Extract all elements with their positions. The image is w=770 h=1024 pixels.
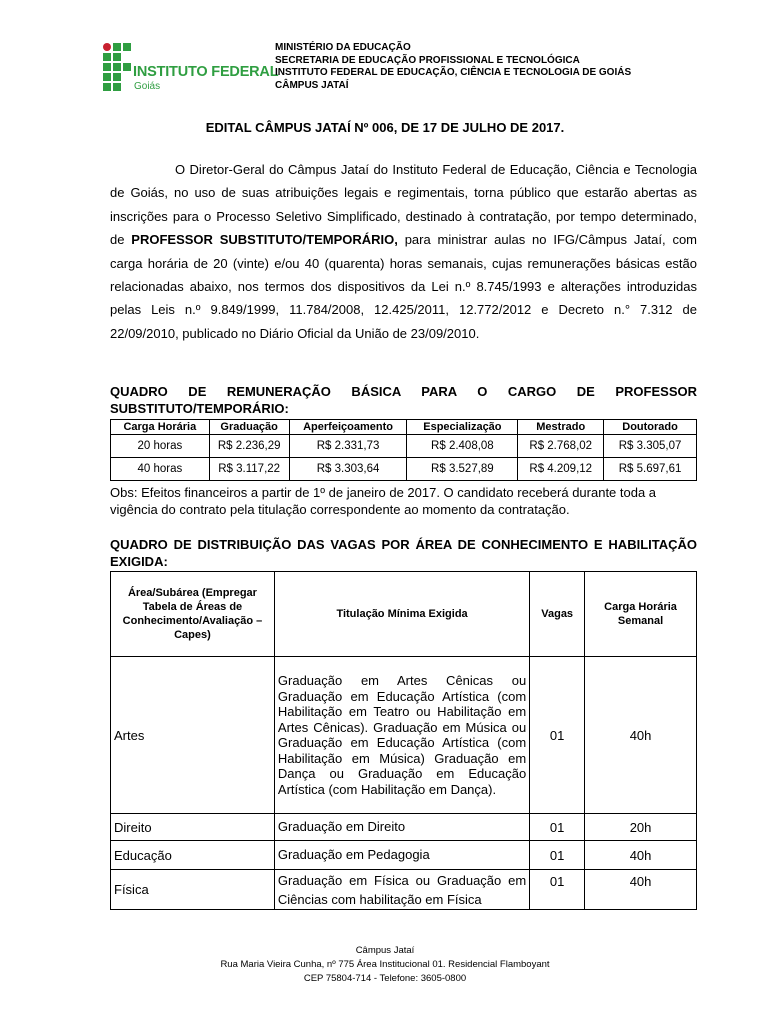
column-header: Doutorado [604,420,697,435]
titulacao-text: Graduação em Direito [277,819,406,835]
table-header-row [111,572,697,657]
table-cell: R$ 3.303,64 [289,458,407,481]
column-header: Especialização [407,420,518,435]
titulacao-text: Graduação em Física ou Graduação em Ciências com habilitação em Física [277,872,527,907]
carga-cell: 40h [585,870,697,910]
table-cell: R$ 2.236,29 [209,435,289,458]
titulacao-cell [274,814,529,841]
table-cell: R$ 2.408,08 [407,435,518,458]
table-row [111,657,697,814]
table-cell: R$ 5.697,61 [604,458,697,481]
header-line: INSTITUTO FEDERAL DE EDUCAÇÃO, CIÊNCIA E TECNOLOGIA DE GOIÁS [275,67,632,78]
remuneration-table [110,419,697,481]
footer-campus: Câmpus Jataí [355,945,415,956]
table-cell: 40 horas [111,458,210,481]
header-line: SECRETARIA DE EDUCAÇÃO PROFISSIONAL E TECNOLÓGICA [275,54,580,66]
table-row [111,870,697,910]
carga-cell: 40h [585,657,697,814]
table-cell: R$ 3.527,89 [407,458,518,481]
footer-address: Rua Maria Vieira Cunha, nº 775 Área Institucional 01. Residencial Flamboyant [220,959,550,970]
table-cell: R$ 2.331,73 [289,435,407,458]
table-row [111,841,697,870]
table-row [111,458,697,481]
table-cell: R$ 2.768,02 [518,435,604,458]
column-header: Carga Horária Semanal [585,572,697,657]
table-cell: R$ 3.117,22 [209,458,289,481]
column-header: Titulação Mínima Exigida [274,572,529,657]
column-header: Vagas [530,572,585,657]
area-cell: Física [111,870,275,910]
table-row [111,435,697,458]
titulacao-text: Graduação em Pedagogia [277,847,430,863]
titulacao-cell [274,870,529,910]
vagas-cell: 01 [530,841,585,870]
footer-contact: CEP 75804-714 - Telefone: 3605-0800 [303,973,467,984]
column-header: Mestrado [518,420,604,435]
area-cell: Educação [111,841,275,870]
intro-text-2: para ministrar aulas no IFG/Câmpus Jataí, com carga horária de 20 (vinte) e/ou 40 (quarenta) horas semanais, cujas remunerações básicas estão relacionadas abaixo, nos termos dos dispositivos da Lei n.º 8.745/1993 e alterações introduzidas pelas Leis n.º 9.849/1999, 11.784/2008, 12.425/2011, 12.772/2012 e Decreto n.° 7.312 de 22/09/2010, publicado no Diário Oficial da União de 23/09/2010. [110,232,697,341]
header-line: MINISTÉRIO DA EDUCAÇÃO [275,42,411,53]
table-cell: R$ 3.305,07 [604,435,697,458]
area-cell: Artes [111,657,275,814]
titulacao-cell [274,657,529,814]
intro-paragraph [110,158,697,345]
table-cell: R$ 4.209,12 [518,458,604,481]
document-header [275,42,631,92]
table-header-row [111,420,697,435]
document-title: EDITAL CÂMPUS JATAÍ Nº 006, DE 17 DE JULHO DE 2017. [205,120,565,135]
logo-state: Goiás [134,81,161,92]
titulacao-text: Graduação em Artes Cênicas ou Graduação em Educação Artística (com Habilitação em Teatro ou Habilitação em Artes Cênicas). Graduação em Música ou Graduação em Educação Artística (com Habilitação em Música) Graduação em Dança ou Graduação em Educação Artística (com Habilitação em Dança). [277,673,527,797]
remuneration-heading: QUADRO DE REMUNERAÇÃO BÁSICA PARA O CARGO DE PROFESSOR SUBSTITUTO/TEMPORÁRIO: [110,384,697,416]
logo-name: INSTITUTO FEDERAL [133,64,279,80]
vacancies-table [110,571,697,910]
vagas-cell: 01 [530,657,585,814]
table-row [111,814,697,841]
carga-cell: 20h [585,814,697,841]
header-line: CÂMPUS JATAÍ [275,79,349,91]
column-header: Área/Subárea (Empregar Tabela de Áreas de Conhecimento/Avaliação – Capes) [111,572,275,657]
carga-cell: 40h [585,841,697,870]
column-header: Aperfeiçoamento [289,420,407,435]
titulacao-cell [274,841,529,870]
vacancies-heading: QUADRO DE DISTRIBUIÇÃO DAS VAGAS POR ÁREA DE CONHECIMENTO E HABILITAÇÃO EXIGIDA: [110,537,697,569]
vagas-cell: 01 [530,814,585,841]
area-cell: Direito [111,814,275,841]
column-header: Carga Horária [111,420,210,435]
document-footer [0,944,770,986]
table-cell: 20 horas [111,435,210,458]
vagas-cell: 01 [530,870,585,910]
institution-logo [103,41,279,93]
intro-text-1: O Diretor-Geral do Câmpus Jataí do Instituto Federal de Educação, Ciência e Tecnologia de Goiás, no uso de suas atribuições legais e regimentais, torna público que estarão abertas as inscrições para o Processo Seletivo Simplificado, destinado à contratação, por tempo determinado, de [110,162,697,248]
column-header: Graduação [209,420,289,435]
intro-bold-role: PROFESSOR SUBSTITUTO/TEMPORÁRIO, [131,232,398,248]
remuneration-obs: Obs: Efeitos financeiros a partir de 1º de janeiro de 2017. O candidato receberá durante toda a vigência do contrato pela titulação correspondente ao momento da contratação. [110,485,657,517]
